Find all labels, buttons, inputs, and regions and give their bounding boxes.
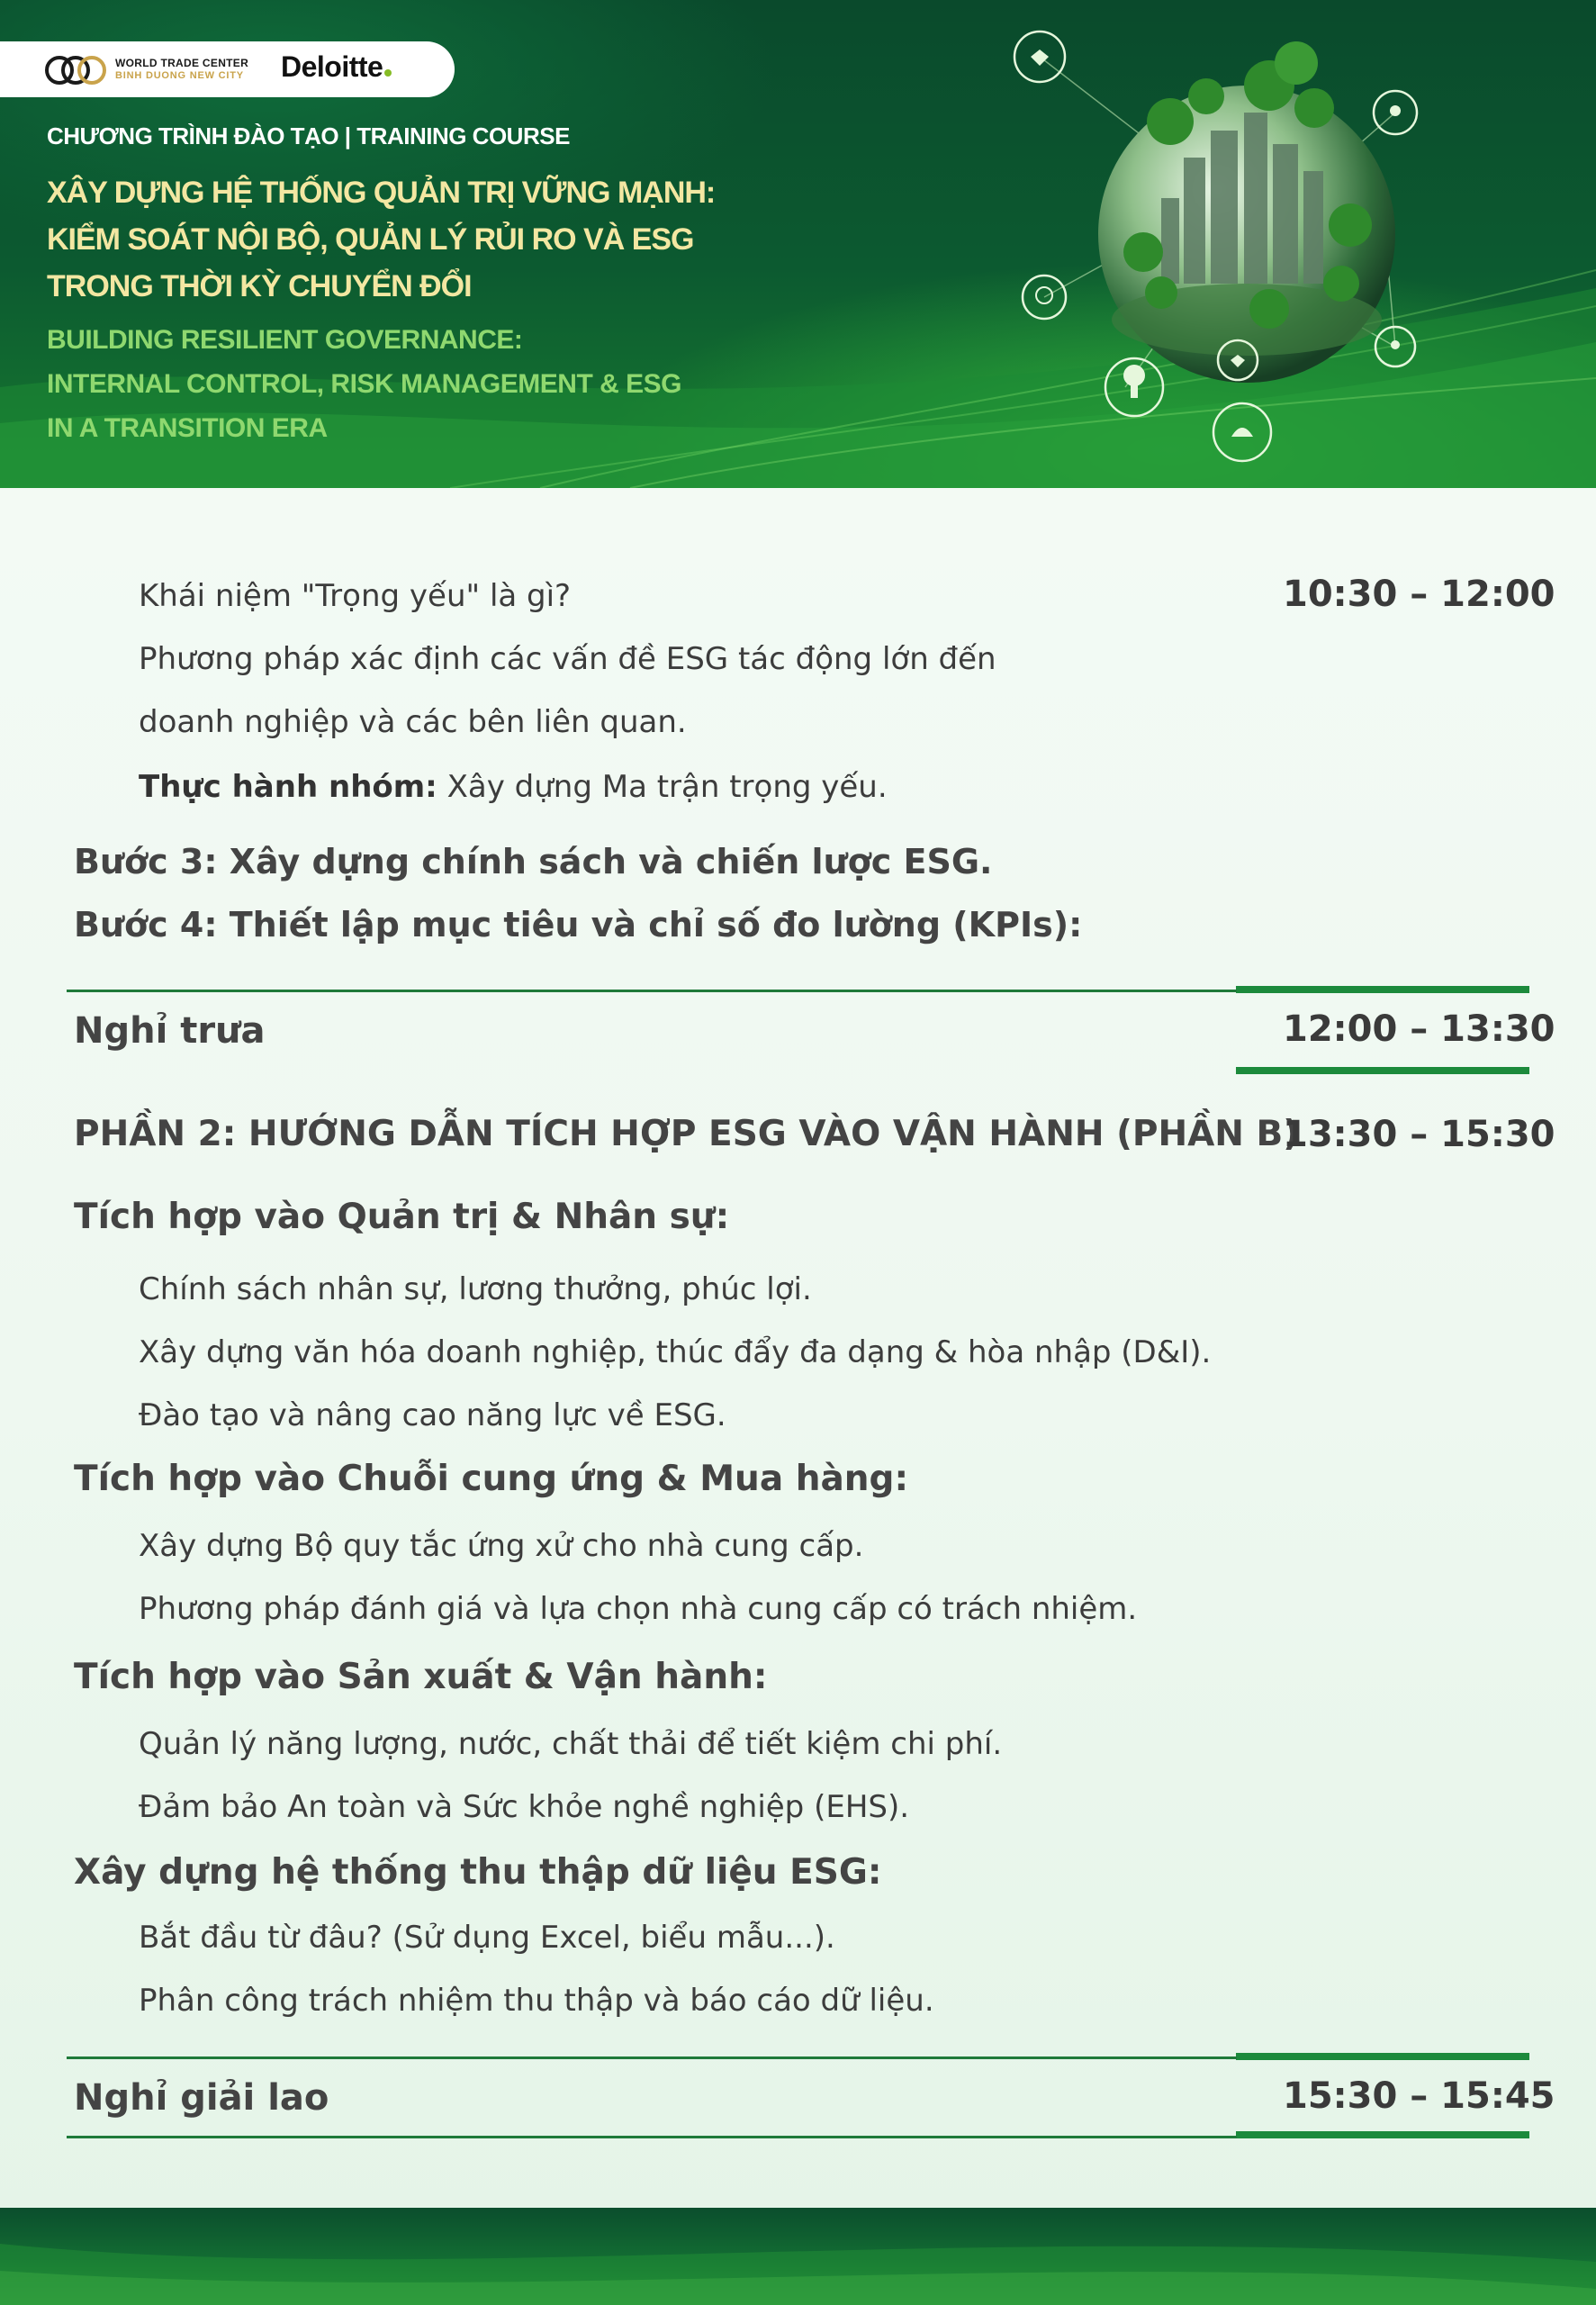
agenda-item: doanh nghiệp và các bên liên quan. — [139, 704, 687, 740]
deloitte-logo — [281, 50, 392, 84]
agenda-item: Phân công trách nhiệm thu thập và báo cáo dữ liệu. — [139, 1983, 934, 2019]
step-3-heading: Bước 3: Xây dựng chính sách và chiến lược ESG. — [74, 842, 993, 881]
partner-logo-bar — [0, 41, 455, 97]
agenda-item: Xây dựng văn hóa doanh nghiệp, thúc đẩy đa dạng & hòa nhập (D&I). — [139, 1334, 1212, 1370]
eco-globe-illustration-icon — [999, 23, 1557, 473]
divider-line — [67, 2056, 1237, 2059]
title-en-line: BUILDING RESILIENT GOVERNANCE: — [47, 325, 523, 355]
session-time: 10:30 – 12:00 — [1283, 574, 1555, 615]
lunch-break-label: Nghỉ trưa — [74, 1010, 266, 1052]
agenda-item: Đào tạo và nâng cao năng lực về ESG. — [139, 1397, 726, 1433]
section-heading: Tích hợp vào Chuỗi cung ứng & Mua hàng: — [74, 1459, 909, 1499]
wtc-logo-line1: WORLD TRADE CENTER — [115, 57, 249, 69]
step-4-heading: Bước 4: Thiết lập mục tiêu và chỉ số đo lường (KPIs): — [74, 905, 1083, 945]
coffee-break-time: 15:30 – 15:45 — [1283, 2075, 1555, 2117]
course-title-vi — [47, 169, 839, 310]
divider-accent — [1236, 1067, 1529, 1074]
agenda — [0, 488, 1596, 2208]
part-2-time: 13:30 – 15:30 — [1283, 1114, 1555, 1155]
divider-accent — [1236, 986, 1529, 993]
group-practice-text: Xây dựng Ma trận trọng yếu. — [437, 769, 888, 805]
divider-accent — [1236, 2053, 1529, 2060]
course-title-en — [47, 318, 681, 450]
wtc-logo-line2: BINH DUONG NEW CITY — [115, 70, 244, 81]
section-heading: Tích hợp vào Sản xuất & Vận hành: — [74, 1657, 768, 1697]
deloitte-dot-icon — [384, 69, 392, 77]
footer-wave — [0, 2208, 1596, 2305]
group-practice-item — [139, 769, 888, 805]
title-en-line: IN A TRANSITION ERA — [47, 413, 328, 443]
divider-line — [67, 2136, 1237, 2138]
section-heading: Tích hợp vào Quản trị & Nhân sự: — [74, 1197, 730, 1237]
deloitte-logo-text: Deloitte — [281, 50, 383, 83]
footer-band — [0, 2208, 1596, 2305]
title-vi-line: XÂY DỰNG HỆ THỐNG QUẢN TRỊ VỮNG MẠNH: — [47, 176, 716, 210]
section-heading: Xây dựng hệ thống thu thập dữ liệu ESG: — [74, 1852, 882, 1893]
title-vi-line: TRONG THỜI KỲ CHUYỂN ĐỔI — [47, 269, 472, 303]
coffee-break-label: Nghỉ giải lao — [74, 2077, 329, 2119]
agenda-item: Xây dựng Bộ quy tắc ứng xử cho nhà cung cấp. — [139, 1528, 864, 1564]
lunch-break-time: 12:00 – 13:30 — [1283, 1008, 1555, 1050]
wtc-globe-logo-icon — [43, 55, 108, 86]
agenda-item: Chính sách nhân sự, lương thưởng, phúc lợi. — [139, 1271, 812, 1307]
agenda-item: Quản lý năng lượng, nước, chất thải để tiết kiệm chi phí. — [139, 1726, 1003, 1762]
agenda-item: Bắt đầu từ đâu? (Sử dụng Excel, biểu mẫu...). — [139, 1920, 835, 1956]
part-2-title: PHẦN 2: HƯỚNG DẪN TÍCH HỢP ESG VÀO VẬN HÀNH (PHẦN B) — [74, 1114, 1300, 1154]
title-vi-line: KIỂM SOÁT NỘI BỘ, QUẢN LÝ RỦI RO VÀ ESG — [47, 222, 694, 257]
agenda-item: Phương pháp đánh giá và lựa chọn nhà cung cấp có trách nhiệm. — [139, 1591, 1138, 1627]
agenda-item: Đảm bảo An toàn và Sức khỏe nghề nghiệp (EHS). — [139, 1789, 910, 1825]
course-kicker: CHƯƠNG TRÌNH ĐÀO TẠO | TRAINING COURSE — [47, 122, 570, 149]
group-practice-label: Thực hành nhóm: — [139, 769, 437, 805]
header-banner — [0, 0, 1596, 488]
agenda-item: Phương pháp xác định các vấn đề ESG tác động lớn đến — [139, 641, 996, 677]
title-en-line: INTERNAL CONTROL, RISK MANAGEMENT & ESG — [47, 369, 681, 399]
divider-line — [67, 990, 1237, 992]
agenda-item: Khái niệm "Trọng yếu" là gì? — [139, 578, 572, 614]
wtc-logo-text — [115, 57, 248, 82]
divider-accent — [1236, 2131, 1529, 2138]
